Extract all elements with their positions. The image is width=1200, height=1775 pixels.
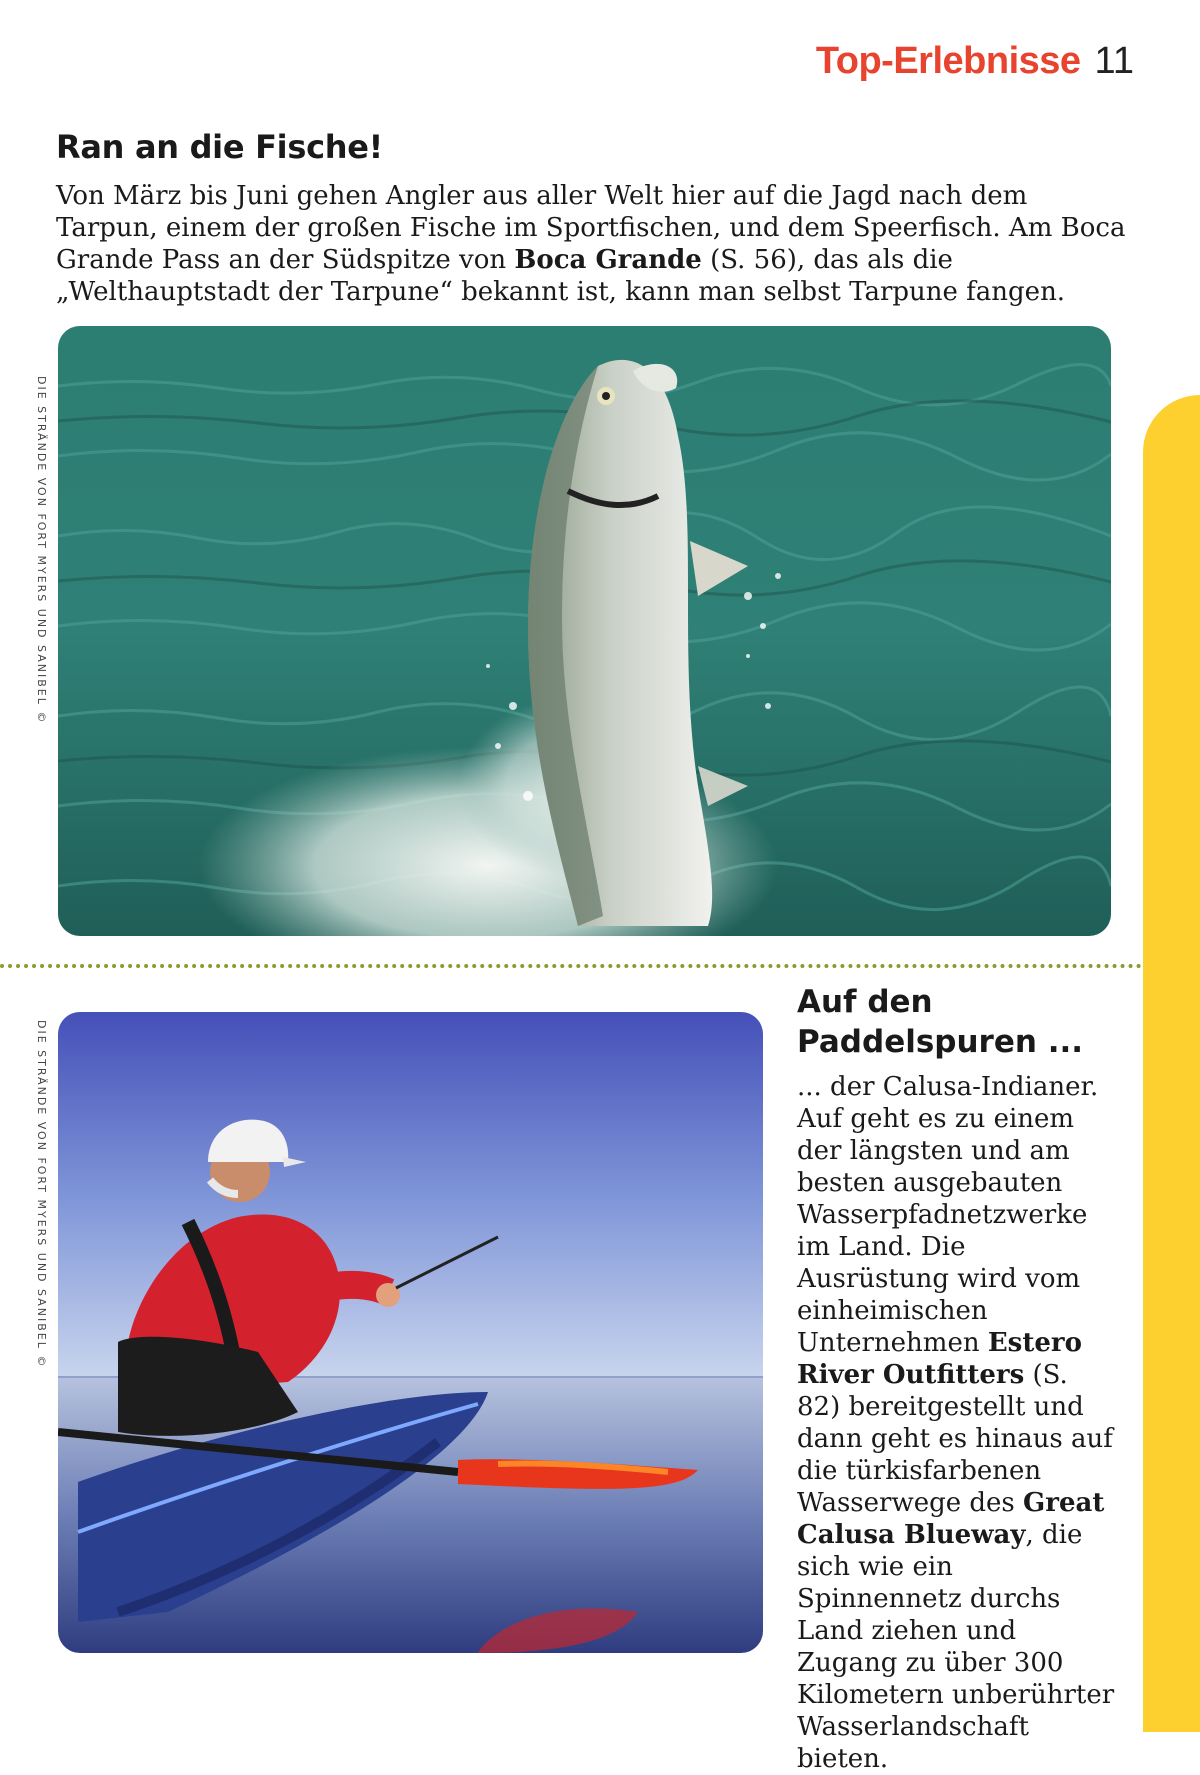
intro-text-end: (S. 56), das als die „Welthauptstadt der Tarpune“ bekannt ist, kann man selbst Tarpune fangen. <box>56 245 1066 307</box>
chapter-side-tab <box>1143 395 1200 1732</box>
section-title: Top-Erlebnisse <box>815 40 1081 82</box>
tarpon-photo-graphic <box>58 326 1111 936</box>
tarpon-jumping-photo <box>58 326 1111 936</box>
section-divider <box>0 964 1142 968</box>
photo-credit-bottom: DIE STRÄNDE VON FORT MYERS UND SANIBEL © <box>35 1020 48 1369</box>
photo-credit-top: DIE STRÄNDE VON FORT MYERS UND SANIBEL © <box>35 376 48 725</box>
article-intro-fishing <box>56 180 1136 308</box>
great-calusa-blueway-highlight: Great Calusa Blueway <box>797 1488 1105 1550</box>
page-header <box>816 40 1134 83</box>
article-text-paddling <box>797 1071 1117 1775</box>
paddling-text-part-2: (S. 82) bereitgestellt und dann geht es hinaus auf die türkisfarbenen Wasserwege des <box>797 1360 1113 1518</box>
kayak-photo-graphic <box>58 1012 763 1653</box>
paddling-text-part-1: ... der Calusa-Indianer. Auf geht es zu einem der längsten und am besten ausgebauten Wasserpfadnetzwerke im Land. Die Ausrüstung wird vom einheimischen Unternehmen <box>797 1072 1099 1358</box>
estero-river-outfitters-highlight: Estero River Outfitters <box>797 1328 1082 1390</box>
intro-text-start: Von März bis Juni gehen Angler aus aller Welt hier auf die Jagd nach dem Tarpun, einem der großen Fische im Sportfischen, und dem Speerfisch. Am Boca Grande Pass an der Südspitze von <box>56 181 1126 275</box>
article-heading-paddling: Auf den Paddelspuren ... <box>797 984 1084 1060</box>
page-number: 11 <box>1094 40 1134 82</box>
paddling-text-part-3: , die sich wie ein Spinnennetz durchs Land ziehen und Zugang zu über 300 Kilometern unberührter Wasserlandschaft bieten. <box>797 1520 1115 1774</box>
article-heading-fishing: Ran an die Fische! <box>56 128 383 166</box>
boca-grande-highlight: Boca Grande <box>514 245 702 275</box>
kayak-fishing-photo <box>58 1012 763 1653</box>
